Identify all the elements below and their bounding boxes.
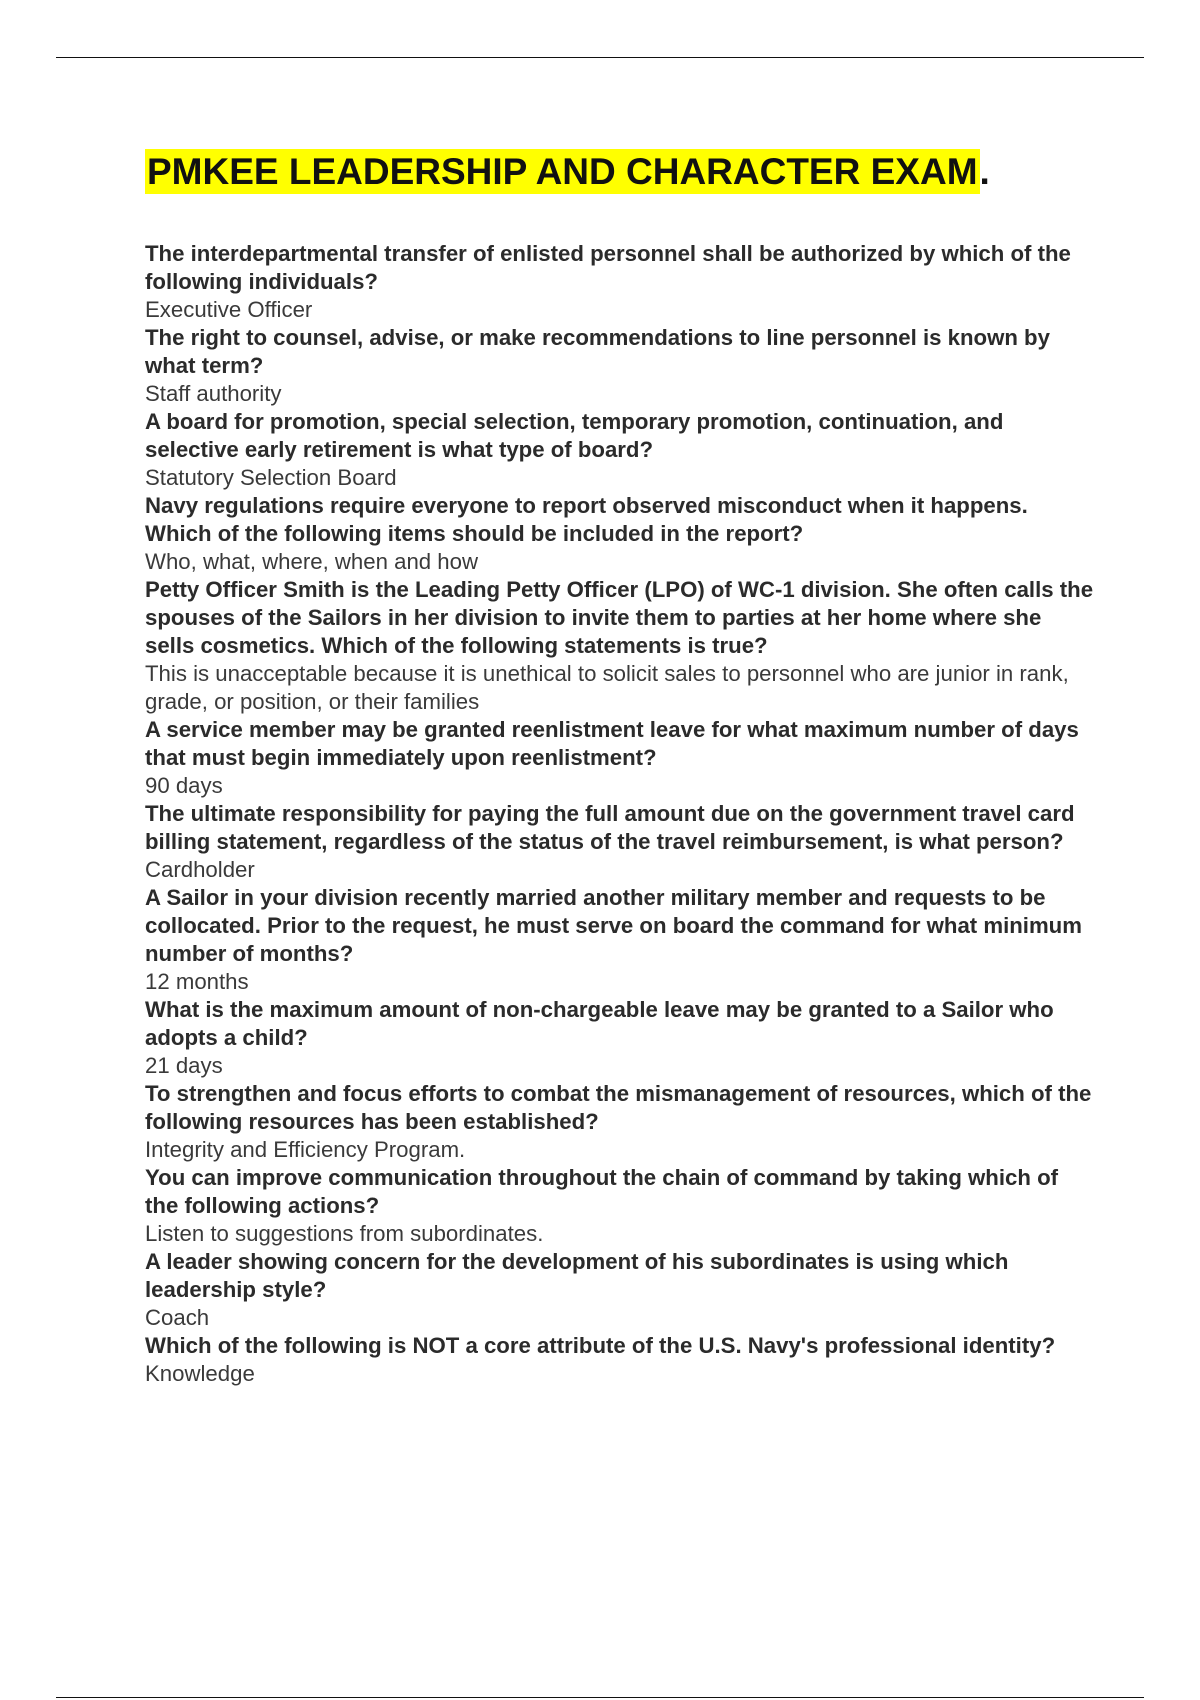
question-6: A service member may be granted reenlistment leave for what maximum number of days that must begin immediately upon reenlistment? <box>145 717 1079 770</box>
question-9: What is the maximum amount of non-chargeable leave may be granted to a Sailor who adopts a child? <box>145 997 1054 1050</box>
answer-12: Coach <box>145 1305 210 1330</box>
answer-13: Knowledge <box>145 1361 255 1386</box>
page-title <box>145 147 1105 197</box>
question-2: The right to counsel, advise, or make recommendations to line personnel is known by what term? <box>145 325 1050 378</box>
bottom-rule <box>56 1697 1144 1698</box>
qa-list <box>145 240 1095 1388</box>
answer-1: Executive Officer <box>145 297 313 322</box>
question-8: A Sailor in your division recently married another military member and requests to be collocated. Prior to the request, he must serve on board the command for what minimum number of months? <box>145 885 1082 966</box>
top-rule <box>56 57 1144 58</box>
answer-5: This is unacceptable because it is unethical to solicit sales to personnel who are junior in rank, grade, or position, or their families <box>145 661 1069 714</box>
answer-6: 90 days <box>145 773 223 798</box>
question-4: Navy regulations require everyone to report observed misconduct when it happens. Which of the following items should be included in the report? <box>145 493 1028 546</box>
question-10: To strengthen and focus efforts to combat the mismanagement of resources, which of the following resources has been established? <box>145 1081 1092 1134</box>
question-13: Which of the following is NOT a core attribute of the U.S. Navy's professional identity? <box>145 1333 1056 1358</box>
question-1: The interdepartmental transfer of enlisted personnel shall be authorized by which of the following individuals? <box>145 241 1071 294</box>
title-block <box>145 147 1105 197</box>
question-12: A leader showing concern for the development of his subordinates is using which leadership style? <box>145 1249 1009 1302</box>
question-7: The ultimate responsibility for paying the full amount due on the government travel card billing statement, regardless of the status of the travel reimbursement, is what person? <box>145 801 1075 854</box>
answer-2: Staff authority <box>145 381 282 406</box>
question-11: You can improve communication throughout the chain of command by taking which of the following actions? <box>145 1165 1059 1218</box>
answer-9: 21 days <box>145 1053 223 1078</box>
answer-3: Statutory Selection Board <box>145 465 397 490</box>
title-highlight: PMKEE LEADERSHIP AND CHARACTER EXAM <box>147 151 978 192</box>
answer-4: Who, what, where, when and how <box>145 549 478 574</box>
answer-10: Integrity and Efficiency Program. <box>145 1137 466 1162</box>
answer-8: 12 months <box>145 969 249 994</box>
answer-11: Listen to suggestions from subordinates. <box>145 1221 544 1246</box>
question-5: Petty Officer Smith is the Leading Petty Officer (LPO) of WC-1 division. She often calls the spouses of the Sailors in her division to invite them to parties at her home where she sells cosmetics. Which of the following statements is true? <box>145 577 1094 658</box>
answer-7: Cardholder <box>145 857 255 882</box>
question-3: A board for promotion, special selection, temporary promotion, continuation, and selective early retirement is what type of board? <box>145 409 1004 462</box>
title-suffix: . <box>979 151 990 192</box>
